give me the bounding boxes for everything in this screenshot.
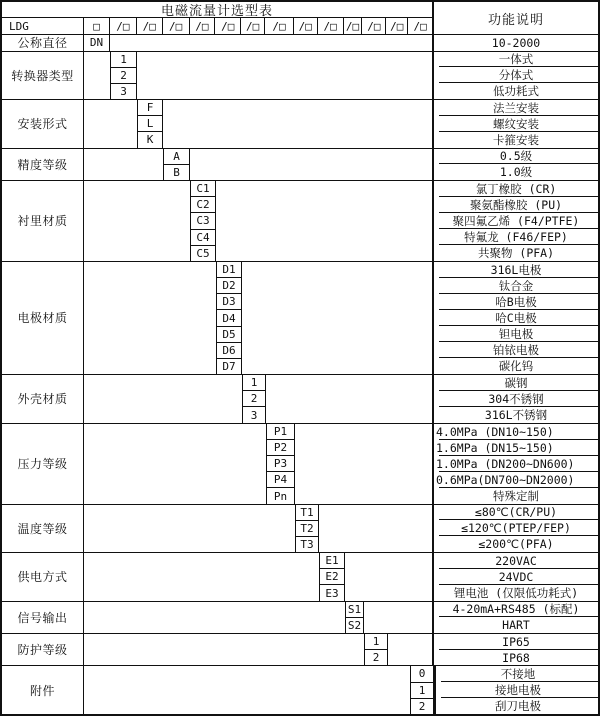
- option-description: 0.5级: [434, 149, 598, 165]
- model-slot-symbol: /□: [110, 18, 137, 34]
- spacer: [242, 262, 432, 374]
- option-description: 特殊定制: [493, 488, 539, 503]
- option-code: L: [138, 116, 162, 132]
- code-column: [345, 602, 364, 633]
- selection-group: [2, 261, 598, 374]
- spacer: [84, 181, 190, 261]
- option-description: 特氟龙 (F46/FEP): [434, 229, 598, 245]
- code-column: [319, 553, 345, 601]
- option-description: 碳钢: [434, 375, 598, 391]
- option-description: 卡箍安装: [493, 132, 539, 147]
- spacer: [84, 375, 242, 423]
- code-column: [410, 666, 434, 714]
- selection-group: [2, 504, 598, 553]
- model-slot-symbol: /□: [215, 18, 241, 34]
- model-slot-symbol: /□: [137, 18, 163, 34]
- option-description: IP68: [502, 650, 530, 665]
- code-column: [364, 634, 388, 665]
- model-code-row: [2, 18, 432, 34]
- spacer: [84, 553, 319, 601]
- option-code: 2: [111, 68, 136, 84]
- option-code: C4: [191, 230, 215, 246]
- model-slot-symbol: /□: [362, 18, 386, 34]
- option-code: 2: [372, 651, 380, 665]
- description-column: [434, 666, 600, 714]
- option-description: 碳化钨: [498, 359, 534, 374]
- selection-group: [2, 633, 598, 665]
- option-description: HART: [502, 618, 530, 633]
- group-label: 压力等级: [2, 424, 84, 504]
- option-code: C5: [196, 246, 210, 260]
- option-code: D4: [217, 310, 241, 326]
- option-code: S1: [346, 602, 363, 618]
- option-description: 0.6MPa(DN700~DN2000): [434, 472, 598, 488]
- model-slot-symbol: /□: [318, 18, 344, 34]
- spacer: [84, 52, 110, 100]
- description-column: [432, 262, 598, 374]
- page-title: 电磁流量计选型表: [2, 2, 432, 18]
- spacer: [190, 149, 432, 180]
- option-description: 共聚物 (PFA): [477, 245, 555, 260]
- code-column: [137, 100, 163, 148]
- option-code: D1: [217, 262, 241, 278]
- option-description: IP65: [434, 634, 598, 650]
- option-code: DN: [89, 36, 104, 50]
- spacer: [364, 602, 432, 633]
- group-label: 安装形式: [2, 100, 84, 148]
- option-code: P3: [267, 456, 294, 472]
- group-label: 转换器类型: [2, 52, 84, 100]
- option-code: D5: [217, 327, 241, 343]
- selection-group: [2, 601, 598, 633]
- option-description: 哈C电极: [434, 310, 598, 326]
- spacer: [110, 35, 432, 50]
- option-code: Pn: [273, 489, 288, 503]
- description-column: [432, 602, 598, 633]
- option-code: C2: [191, 197, 215, 213]
- spacer: [216, 181, 432, 261]
- spacer: [84, 505, 295, 553]
- spacer: [84, 634, 364, 665]
- option-description: ≤80℃(CR/PU): [434, 505, 598, 521]
- option-description: 316L电极: [434, 262, 598, 278]
- group-label: 防护等级: [2, 634, 84, 665]
- option-code: P1: [267, 424, 294, 440]
- code-column: [163, 149, 190, 180]
- option-description: 接地电极: [436, 682, 600, 698]
- option-description: ≤200℃(PFA): [478, 537, 554, 552]
- option-code: A: [164, 149, 189, 165]
- option-code: K: [146, 133, 154, 147]
- option-description: 1.0级: [499, 165, 533, 180]
- option-description: 316L不锈钢: [484, 407, 548, 422]
- spacer: [84, 100, 137, 148]
- code-column: [242, 375, 266, 423]
- spacer: [84, 602, 345, 633]
- model-slot-symbol: /□: [413, 19, 427, 33]
- group-label: 电极材质: [2, 262, 84, 374]
- group-label: 公称直径: [2, 35, 84, 50]
- option-code: 1: [365, 634, 387, 650]
- selection-group: [2, 34, 598, 50]
- option-description: 1.6MPa (DN15~150): [434, 440, 598, 456]
- option-description: 低功耗式: [493, 84, 539, 99]
- description-column: [432, 634, 598, 665]
- option-code: S2: [347, 618, 362, 632]
- option-code: D6: [217, 343, 241, 359]
- spacer: [266, 375, 432, 423]
- option-code: 3: [120, 84, 127, 98]
- description-column: [432, 181, 598, 261]
- spacer: [84, 262, 216, 374]
- group-label: 外壳材质: [2, 375, 84, 423]
- selection-group: [2, 180, 598, 261]
- option-description: 钽电极: [434, 326, 598, 342]
- option-code: F: [138, 100, 162, 116]
- option-description: ≤120℃(PTEP/FEP): [434, 520, 598, 536]
- option-description: 锂电池 (仅限低功耗式): [453, 585, 579, 600]
- spacer: [388, 634, 432, 665]
- function-column-header: 功能说明: [432, 2, 598, 34]
- code-column: [216, 262, 242, 374]
- option-code: E2: [320, 569, 344, 585]
- spacer: [137, 52, 432, 100]
- spacer: [163, 100, 432, 148]
- spacer: [84, 666, 410, 714]
- selection-group: [2, 423, 598, 504]
- selection-group: [2, 99, 598, 148]
- option-description: 1.0MPa (DN200~DN600): [434, 456, 598, 472]
- option-code: C3: [191, 213, 215, 229]
- option-description: 铂铱电极: [434, 342, 598, 358]
- option-code: P2: [267, 440, 294, 456]
- model-prefix: LDG: [2, 18, 84, 34]
- selection-group: [2, 552, 598, 601]
- option-description: 聚氨酯橡胶 (PU): [434, 197, 598, 213]
- model-box-symbol: □: [84, 18, 110, 34]
- option-code: 3: [250, 408, 258, 422]
- selection-group: [2, 51, 598, 100]
- model-slot-symbol: /□: [344, 18, 363, 34]
- group-label: 温度等级: [2, 505, 84, 553]
- model-slot-symbol: /□: [294, 18, 318, 34]
- option-code: D2: [217, 278, 241, 294]
- option-code: 1: [243, 375, 265, 391]
- option-code: 1: [111, 52, 136, 68]
- description-column: [432, 375, 598, 423]
- option-description: 24VDC: [434, 569, 598, 585]
- spacer: [345, 553, 432, 601]
- table-header: [2, 2, 598, 34]
- option-code: T2: [296, 521, 318, 537]
- option-code: 0: [411, 666, 433, 682]
- option-description: 4-20mA+RS485 (标配): [434, 602, 598, 618]
- option-code: D7: [222, 360, 236, 374]
- model-slot-symbol: /□: [386, 18, 408, 34]
- option-description: 螺纹安装: [434, 116, 598, 132]
- option-description: 聚四氟乙烯 (F4/PTFE): [434, 213, 598, 229]
- option-description: 哈B电极: [434, 294, 598, 310]
- option-description: 刮刀电极: [495, 698, 541, 713]
- description-column: [432, 505, 598, 553]
- model-slot-symbol: /□: [190, 18, 216, 34]
- option-code: C1: [191, 181, 215, 197]
- description-column: [432, 553, 598, 601]
- option-description: 4.0MPa (DN10~150): [434, 424, 598, 440]
- option-code: E3: [325, 586, 339, 600]
- group-label: 信号输出: [2, 602, 84, 633]
- description-column: [432, 100, 598, 148]
- model-slot-symbol: /□: [241, 18, 265, 34]
- option-description: 法兰安装: [434, 100, 598, 116]
- code-column: [84, 35, 110, 50]
- selection-group: [2, 665, 598, 714]
- description-column: [432, 35, 598, 50]
- group-label: 精度等级: [2, 149, 84, 180]
- code-column: [110, 52, 137, 100]
- option-code: D3: [217, 294, 241, 310]
- group-label: 衬里材质: [2, 181, 84, 261]
- code-column: [266, 424, 295, 504]
- option-code: 2: [418, 699, 426, 713]
- option-code: P4: [267, 472, 294, 488]
- option-code: T3: [300, 537, 314, 551]
- code-column: [295, 505, 319, 553]
- option-description: 一体式: [434, 52, 598, 68]
- option-code: 2: [243, 391, 265, 407]
- spacer: [319, 505, 432, 553]
- option-description: 304不锈钢: [434, 391, 598, 407]
- option-description: 220VAC: [434, 553, 598, 569]
- description-column: [432, 149, 598, 180]
- option-description: 分体式: [434, 67, 598, 83]
- model-slot-symbol: /□: [163, 18, 190, 34]
- selection-group: [2, 148, 598, 180]
- spacer: [84, 149, 163, 180]
- description-column: [432, 424, 598, 504]
- spacer: [295, 424, 432, 504]
- option-description: 氯丁橡胶 (CR): [434, 181, 598, 197]
- option-description: 不接地: [436, 666, 600, 682]
- option-description: 钛合金: [434, 278, 598, 294]
- group-label: 附件: [2, 666, 84, 714]
- spacer: [84, 424, 266, 504]
- code-column: [190, 181, 216, 261]
- option-description: 10-2000: [491, 35, 541, 50]
- selection-group: [2, 374, 598, 423]
- description-column: [432, 52, 598, 100]
- model-slot-symbol: /□: [265, 18, 294, 34]
- option-code: 1: [411, 683, 433, 699]
- option-code: T1: [296, 505, 318, 521]
- option-code: B: [173, 165, 180, 179]
- option-code: E1: [320, 553, 344, 569]
- group-label: 供电方式: [2, 553, 84, 601]
